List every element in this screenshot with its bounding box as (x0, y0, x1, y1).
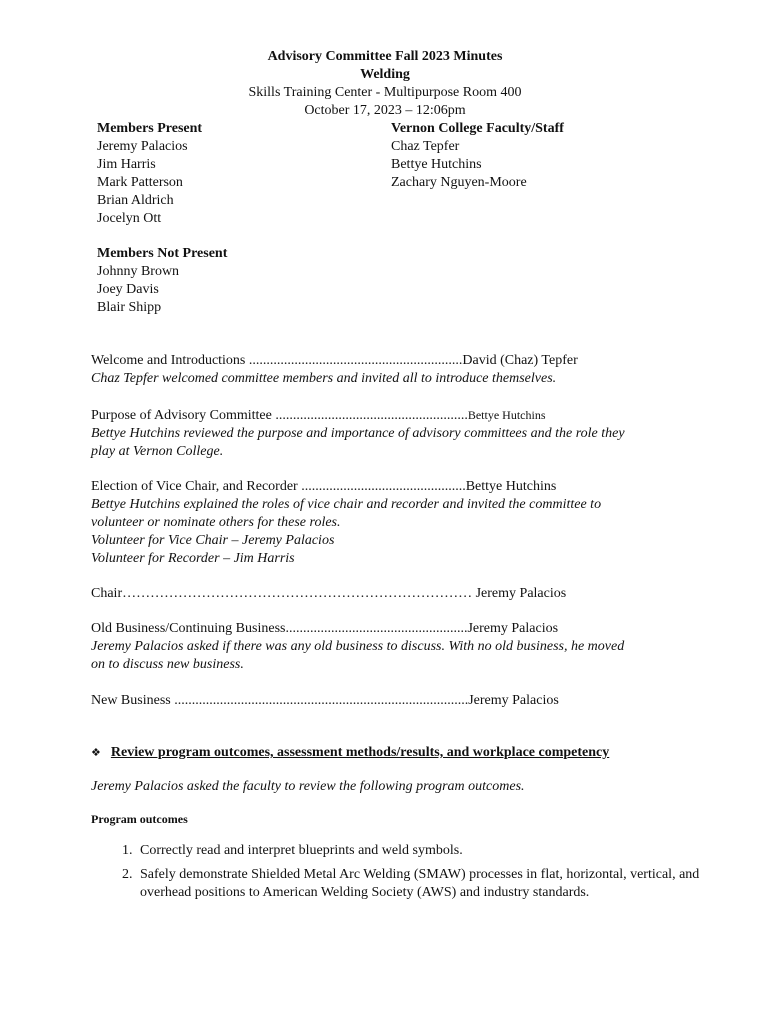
agenda-note: Volunteer for Vice Chair – Jeremy Palacios (91, 533, 335, 548)
agenda-note: volunteer or nominate others for these roles. (91, 515, 341, 530)
agenda-line: Election of Vice Chair, and Recorder ...............................................Bettye Hutchins (91, 479, 557, 494)
members-not-present-heading: Members Not Present (97, 246, 228, 261)
agenda-note: play at Vernon College. (91, 444, 224, 459)
agenda-note: Bettye Hutchins explained the roles of vice chair and recorder and invited the committee to (91, 497, 602, 512)
agenda-line: Old Business/Continuing Business....................................................Jeremy Palacios (91, 621, 559, 636)
member-name: Jeremy Palacios (97, 139, 188, 154)
member-name: Johnny Brown (97, 264, 180, 279)
agenda-welcome (91, 352, 681, 388)
agenda-note: Volunteer for Recorder – Jim Harris (91, 551, 295, 566)
agenda-note: Bettye Hutchins reviewed the purpose and importance of advisory committees and the role they (91, 426, 625, 441)
member-name: Jim Harris (97, 157, 156, 172)
outcome-item: 2. Safely demonstrate Shielded Metal Arc Welding (SMAW) processes in flat, horizontal, vertical, and overhead positions to American Welding Society (AWS) and industry standards. (136, 866, 726, 902)
review-heading (91, 744, 609, 762)
document-title: Advisory Committee Fall 2023 Minutes (267, 49, 503, 64)
staff-name: Bettye Hutchins (391, 157, 482, 172)
member-name: Blair Shipp (97, 300, 162, 315)
member-name: Mark Patterson (97, 175, 183, 190)
agenda-note: Chaz Tepfer welcomed committee members and invited all to introduce themselves. (91, 371, 557, 386)
program-name: Welding (360, 67, 410, 82)
agenda-line: Chair………………………………………………………………… Jeremy Palacios (91, 586, 567, 601)
agenda-line: Welcome and Introductions .............................................................David (Chaz) Tepfer (91, 353, 578, 368)
outcomes-heading: Program outcomes (91, 812, 188, 826)
member-name: Brian Aldrich (97, 193, 174, 208)
agenda-new-business (91, 692, 681, 710)
meeting-location: Skills Training Center - Multipurpose Room 400 (248, 85, 522, 100)
agenda-note: Jeremy Palacios asked if there was any old business to discuss. With no old business, he moved (91, 639, 625, 654)
outcome-item: 1. Correctly read and interpret blueprints and weld symbols. (136, 842, 726, 860)
review-heading-text: Review program outcomes, assessment methods/results, and workplace competency (110, 745, 610, 760)
meeting-date: October 17, 2023 – 12:06pm (304, 103, 466, 118)
members-present-heading: Members Present (97, 121, 203, 136)
agenda-note: on to discuss new business. (91, 657, 244, 672)
member-name: Joey Davis (97, 282, 159, 297)
outcomes-list (91, 842, 726, 908)
diamond-bullet-icon: ❖ (91, 746, 101, 759)
members-not-present-list (97, 245, 227, 317)
agenda-line-text: Purpose of Advisory Committee ....................................................... (91, 408, 468, 423)
agenda-purpose (91, 406, 681, 461)
members-present-list (97, 120, 202, 228)
agenda-line: New Business ....................................................................................Jeremy Palacios (91, 693, 559, 708)
agenda-chair (91, 585, 681, 603)
agenda-line (91, 406, 681, 425)
faculty-staff-heading: Vernon College Faculty/Staff (391, 121, 564, 136)
staff-name: Zachary Nguyen-Moore (391, 175, 527, 190)
agenda-old-business (91, 620, 681, 674)
agenda-lead: Bettye Hutchins (467, 408, 546, 422)
staff-name: Chaz Tepfer (391, 139, 460, 154)
review-intro: Jeremy Palacios asked the faculty to review the following program outcomes. (91, 779, 525, 794)
faculty-staff-list (391, 120, 564, 192)
member-name: Jocelyn Ott (97, 211, 162, 226)
agenda-election (91, 478, 681, 568)
